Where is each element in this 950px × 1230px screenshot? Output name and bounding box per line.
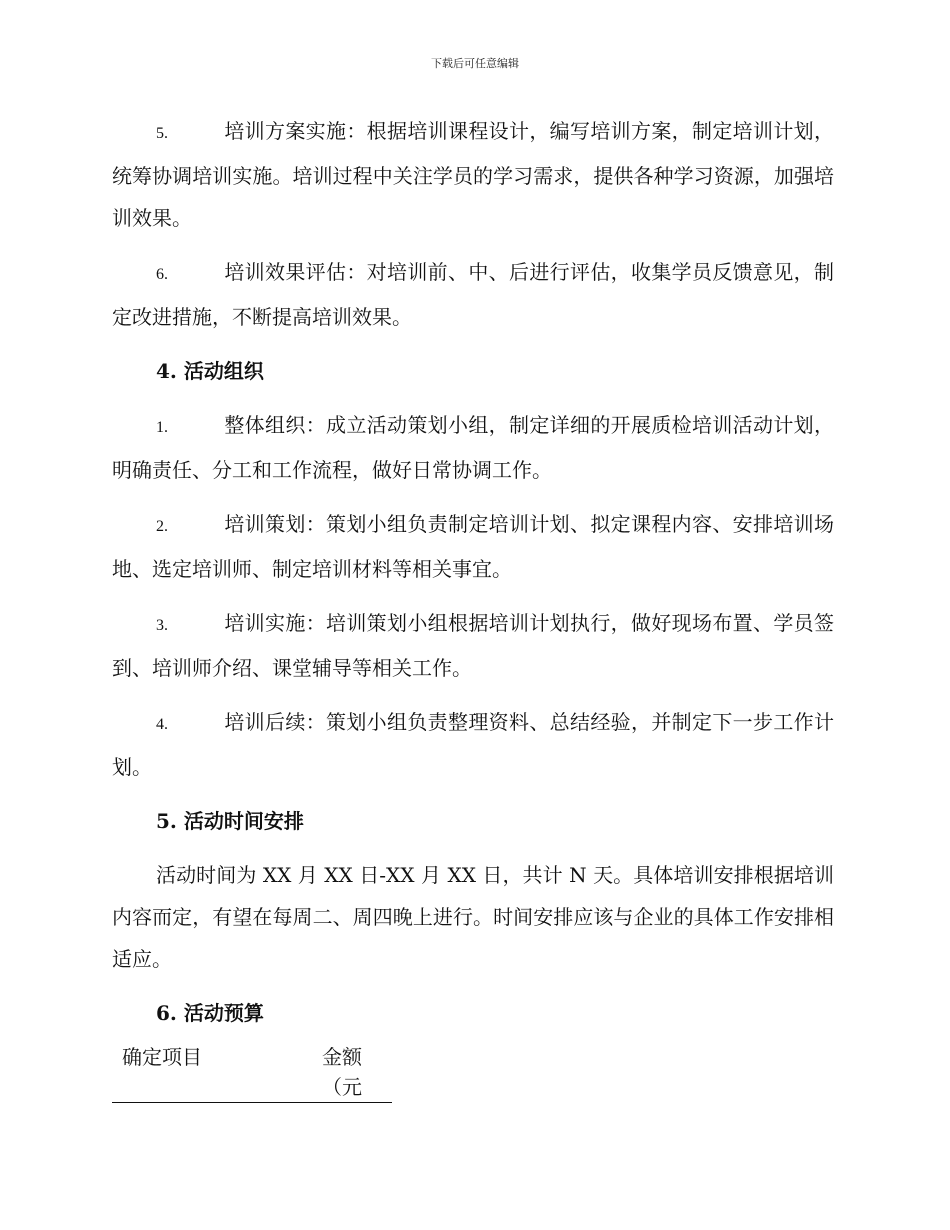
list-number: 6. bbox=[156, 266, 168, 283]
list-text: 培训实施：培训策划小组根据培训计划执行，做好现场布置、学员签到、培训师介绍、课堂辅导等相关工作。 bbox=[112, 611, 834, 680]
list-item bbox=[112, 503, 834, 590]
budget-table bbox=[112, 1040, 392, 1103]
document-body bbox=[112, 110, 834, 1046]
list-text: 培训效果评估：对培训前、中、后进行评估，收集学员反馈意见，制定改进措施，不断提高培训效果。 bbox=[112, 260, 834, 329]
list-number: 2. bbox=[156, 518, 168, 535]
list-text: 培训策划：策划小组负责制定培训计划、拟定课程内容、安排培训场地、选定培训师、制定培训材料等相关事宜。 bbox=[112, 512, 834, 581]
list-text: 培训后续：策划小组负责整理资料、总结经验，并制定下一步工作计划。 bbox=[112, 710, 834, 779]
page-header: 下载后可任意编辑 bbox=[431, 57, 519, 70]
list-number: 4. bbox=[156, 716, 168, 733]
list-item bbox=[112, 251, 834, 338]
column-header-amount bbox=[322, 1042, 372, 1102]
list-item bbox=[112, 602, 834, 689]
list-item bbox=[112, 110, 834, 239]
list-text: 整体组织：成立活动策划小组，制定详细的开展质检培训活动计划，明确责任、分工和工作流程，做好日常协调工作。 bbox=[112, 413, 834, 482]
list-number: 1. bbox=[156, 419, 168, 436]
list-item bbox=[112, 404, 834, 491]
list-item bbox=[112, 701, 834, 788]
schedule-paragraph: 活动时间为 XX 月 XX 日-XX 月 XX 日，共计 N 天。具体培训安排根据培训内容而定，有望在每周二、周四晚上进行。时间安排应该与企业的具体工作安排相适应。 bbox=[112, 863, 834, 971]
list-number: 5. bbox=[156, 125, 168, 142]
list-number: 3. bbox=[156, 617, 168, 634]
section-heading-organization: 4. 活动组织 bbox=[156, 359, 264, 383]
section-heading-schedule: 5. 活动时间安排 bbox=[156, 809, 304, 833]
column-header-item: 确定项目 bbox=[122, 1045, 202, 1069]
section-heading-budget: 6. 活动预算 bbox=[156, 1001, 264, 1025]
column-header-amount-line2: （元 bbox=[322, 1075, 362, 1099]
column-header-amount-line1: 金额 bbox=[322, 1045, 362, 1069]
list-text: 培训方案实施：根据培训课程设计，编写培训方案，制定培训计划，统筹协调培训实施。培训过程中关注学员的学习需求，提供各种学习资源，加强培训效果。 bbox=[112, 119, 834, 230]
budget-table-header-row bbox=[112, 1040, 392, 1103]
